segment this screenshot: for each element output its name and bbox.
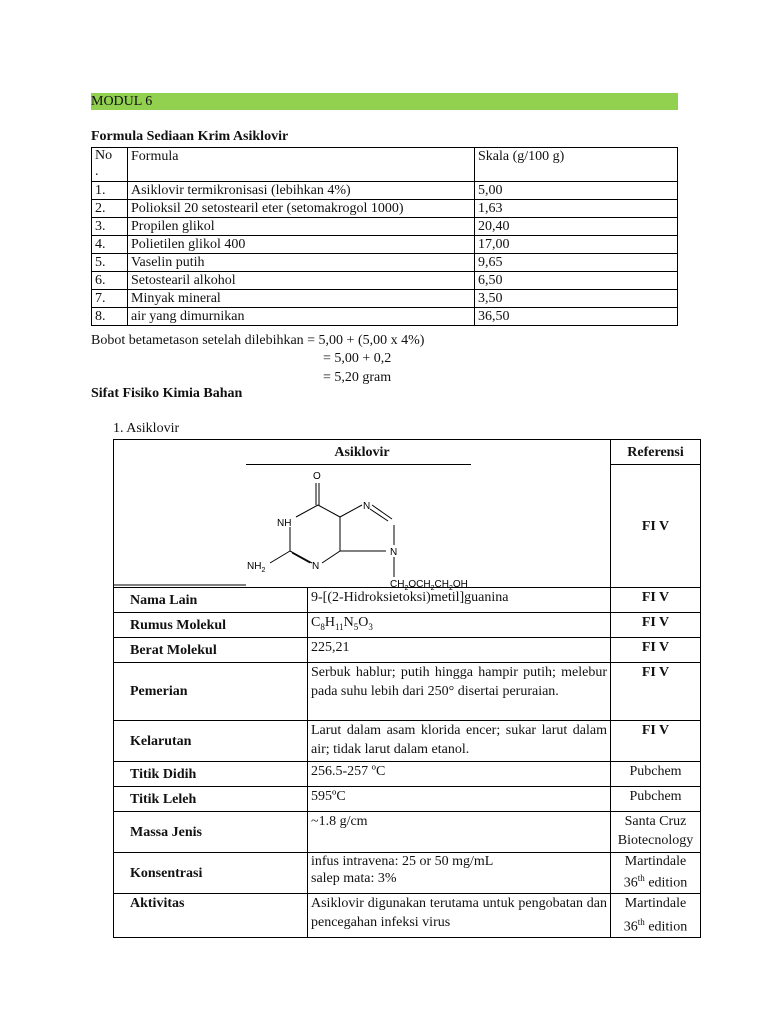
table-header-row bbox=[114, 440, 701, 465]
col-formula: Formula bbox=[128, 148, 475, 182]
table-row: Titik Didih 256.5-257 ºC Pubchem bbox=[114, 762, 701, 787]
structure-row bbox=[114, 465, 701, 588]
table-row: Berat Molekul 225,21 FI V bbox=[114, 638, 701, 663]
properties-table bbox=[113, 439, 701, 938]
table-header-row bbox=[92, 148, 678, 182]
atom-nh2: $NH_2$ bbox=[247, 561, 266, 574]
atom-o: O bbox=[313, 471, 321, 482]
table-row: Nama Lain 9-[(2-Hidroksietoksi)metil]guanina FI V bbox=[114, 588, 701, 613]
structure-cell bbox=[114, 465, 611, 592]
table-row: Massa Jenis ~1.8 g/cm Santa Cruz Biotecnology bbox=[114, 812, 701, 853]
structure-ref: FI V bbox=[611, 465, 701, 588]
table-row: Konsentrasi infus intravena: 25 or 50 mg/mL salep mata: 3% Martindale 36th edition bbox=[114, 853, 701, 894]
col-referensi: Referensi bbox=[611, 440, 701, 465]
table-row: Kelarutan Larut dalam asam klorida encer; sukar larut dalam air; tidak larut dalam etanol. FI V bbox=[114, 721, 701, 762]
module-title: MODUL 6 bbox=[91, 94, 153, 109]
table-row: 8. air yang dimurnikan 36,50 bbox=[92, 308, 678, 326]
table-row: 1. Asiklovir termikronisasi (lebihkan 4%) 5,00 bbox=[92, 182, 678, 200]
table-row: Rumus Molekul $C_8H_{11}N_5O_3$ FI V bbox=[114, 613, 701, 638]
properties-title: Sifat Fisiko Kimia Bahan bbox=[91, 386, 243, 401]
col-no: No . bbox=[92, 148, 128, 182]
calc-line-3: = 5,20 gram bbox=[323, 370, 392, 385]
table-row: 5. Vaselin putih 9,65 bbox=[92, 254, 678, 272]
table-row: 2. Polioksil 20 setostearil eter (setomakrogol 1000) 1,63 bbox=[92, 200, 678, 218]
formula-table bbox=[91, 147, 678, 326]
calc-line-2: = 5,00 + 0,2 bbox=[323, 351, 392, 366]
atom-n1: N bbox=[363, 501, 371, 512]
formula-title: Formula Sediaan Krim Asiklovir bbox=[91, 129, 289, 144]
table-row: Pemerian Serbuk hablur; putih hingga hampir putih; melebur pada suhu lebih dari 250° disertai peruraian. FI V bbox=[114, 663, 701, 721]
list-item-asiklovir: 1. Asiklovir bbox=[113, 421, 180, 436]
module-header-bar bbox=[91, 93, 678, 110]
formula-value: $C_8H_{11}N_5O_3$ bbox=[308, 613, 611, 638]
table-row: 3. Propilen glikol 20,40 bbox=[92, 218, 678, 236]
table-row: 7. Minyak mineral 3,50 bbox=[92, 290, 678, 308]
col-asiklovir: Asiklovir bbox=[114, 440, 611, 465]
col-scale: Skala (g/100 g) bbox=[475, 148, 678, 182]
table-row: Aktivitas Asiklovir digunakan terutama untuk pengobatan dan pencegahan infeksi virus Martindale 36th edition bbox=[114, 894, 701, 938]
table-row: Titik Leleh 595ºC Pubchem bbox=[114, 787, 701, 812]
side-chain: $CH_2OCH_2CH_2OH$ bbox=[390, 579, 468, 592]
atom-nh: NH bbox=[277, 518, 292, 529]
atom-n3: N bbox=[390, 547, 398, 558]
table-row: 6. Setostearil alkohol 6,50 bbox=[92, 272, 678, 290]
atom-n2: N bbox=[312, 561, 320, 572]
calc-line-1: Bobot betametason setelah dilebihkan = 5,00 + (5,00 x 4%) bbox=[91, 333, 425, 348]
acyclovir-structure bbox=[114, 465, 610, 592]
table-row: 4. Polietilen glikol 400 17,00 bbox=[92, 236, 678, 254]
